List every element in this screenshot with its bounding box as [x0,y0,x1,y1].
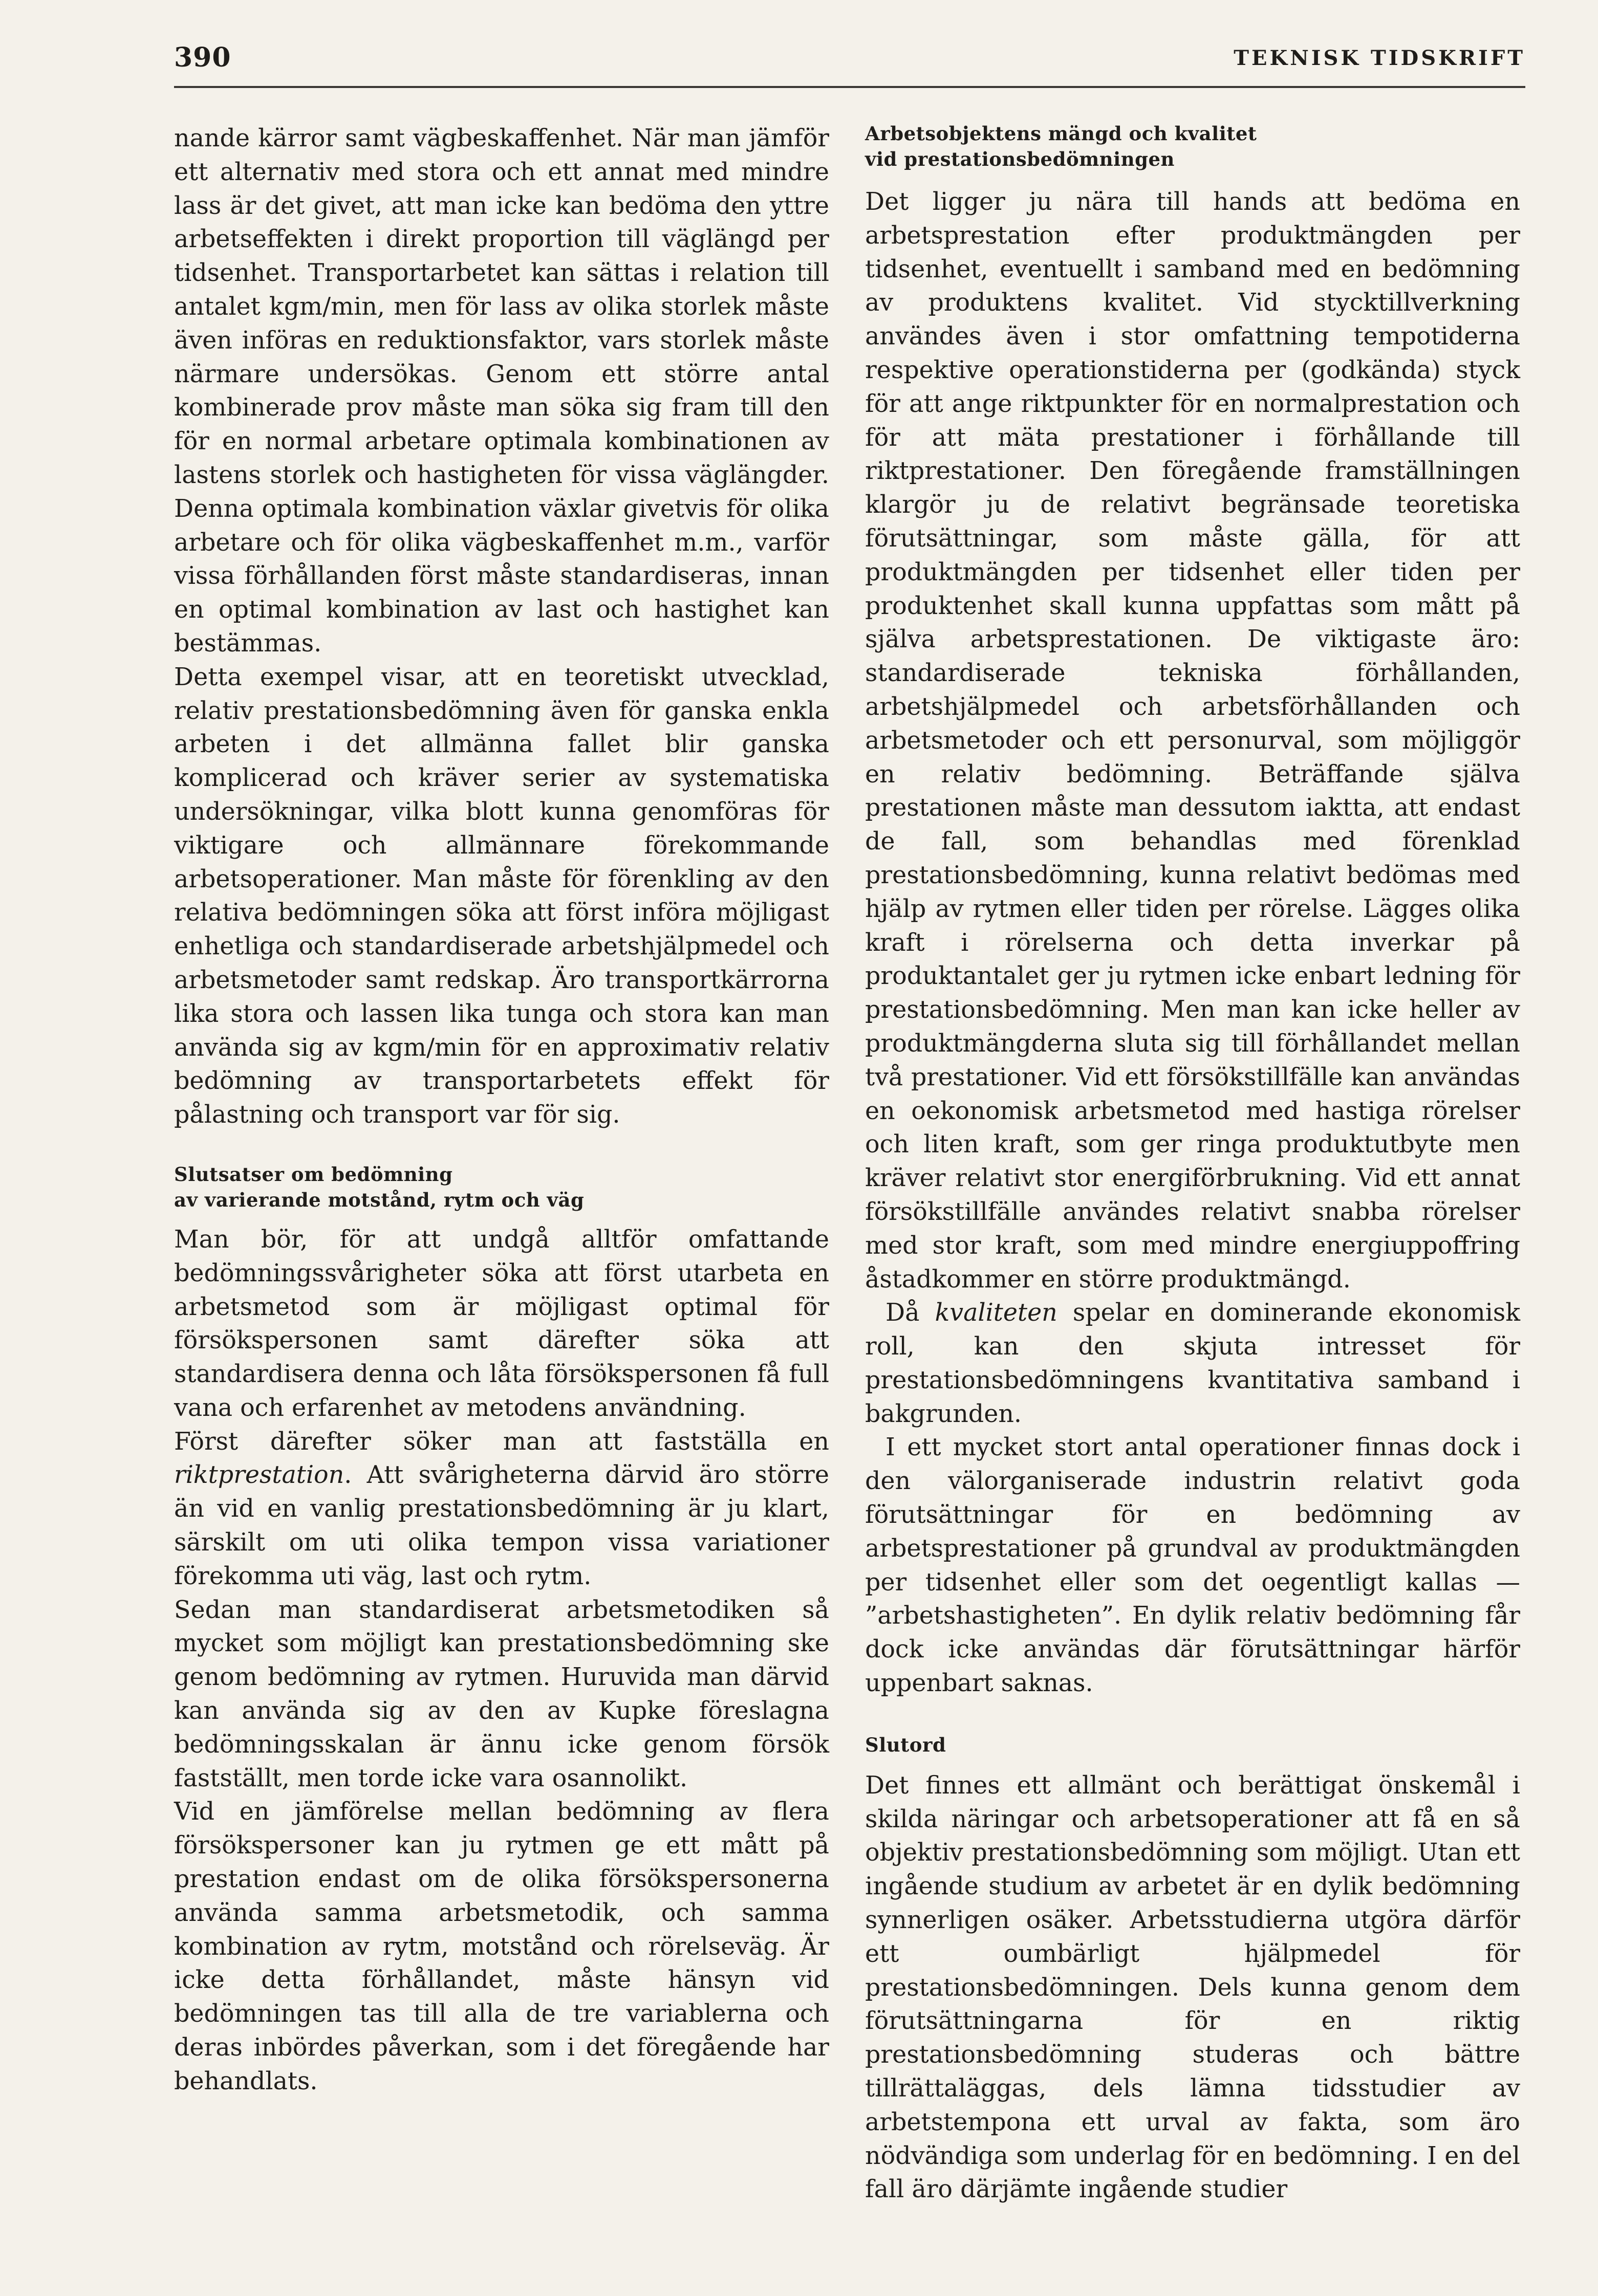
paragraph: Vid en jämförelse mellan bedömning av flera försökspersoner kan ju rytmen ge ett mått på prestation endast om de olika försökspersonerna använda samma arbetsmetodik, och samma kombination av rytm, motstånd och rörelseväg. Är icke detta förhållandet, måste hänsyn vid bedömningen tas till alla de tre variablerna och deras inbördes påverkan, som i det föregående har behandlats. [174,1798,829,2095]
paragraph-kvalitet: Då kvaliteten spelar en dominerande ekonomisk roll, kan den skjuta intresset för prestationsbedömningens kvantitativa samband i bakgrunden. [865,1299,1520,1428]
journal-title: TEKNISK TIDSKRIFT [1234,46,1525,70]
heading-line: Arbetsobjektens mängd och kvalitet [865,122,1257,145]
page-header [174,42,1525,83]
section-heading-slutord: Slutord [865,1733,946,1756]
left-column [174,122,829,2098]
paragraph: I ett mycket stort antal operationer finnas dock i den välorganiserade industrin relativt goda förutsättningar för en bedömning av arbetsprestationer på grundval av produktmängden per tidsenhet eller som det oegentligt kallas — ”arbetshastigheten”. En dylik relativ bedömning får dock icke användas där förutsättningar härför uppenbart saknas. [865,1433,1520,1698]
paragraph: Man bör, för att undgå alltför omfattande bedömningssvårigheter söka att först utarbeta en arbetsmetod som är möjligast optimal för försökspersonen samt därefter söka att standardisera denna och låta försökspersonen få full vana och erfarenhet av metodens användning. [174,1225,829,1422]
header-rule [174,86,1525,88]
italic-term: riktprestation [174,1461,344,1490]
heading-line: av varierande motstånd, rytm och väg [174,1188,585,1211]
page-number: 390 [174,42,231,73]
italic-term: kvaliteten [935,1299,1057,1327]
heading-line: Slutsatser om bedömning [174,1163,453,1186]
paragraph: Sedan man standardiserat arbetsmetodiken så mycket som möjligt kan prestationsbedömning ske genom bedömning av rytmen. Huruvida man därvid kan använda sig av den av Kupke föreslagna bedömningsskalan är ännu icke genom försök fastställt, men torde icke vara osannolikt. [174,1595,829,1792]
paragraph: Det ligger ju nära till hands att bedöma en arbetsprestation efter produktmängden per tidsenhet, eventuellt i samband med en bedömning av produktens kvalitet. Vid stycktillverkning användes även i stor omfattning tempotiderna respektive operationstiderna per (godkända) styck för att ange riktpunkter för en normalprestation och för att mäta prestationer i förhållande till riktprestationer. Den föregående framställningen klargör ju de relativt begränsade teoretiska förutsättningar, som måste gälla, för att produktmängden per tidsenhet eller tiden per produktenhet skall kunna uppfattas som mått på själva arbetsprestationen. De viktigaste äro: standardiserade tekniska förhållanden, arbetshjälpmedel och arbetsförhållanden och arbetsmetoder och ett personurval, som möjliggör en relativ bedömning. Beträffande själva prestationen måste man dessutom iaktta, att endast de fall, som behandlas med förenklad prestationsbedömning, kunna relativt bedömas med hjälp av rytmen eller tiden per rörelse. Lägges olika kraft i rörelserna och detta inverkar på produktantalet ger ju rytmen icke enbart ledning för prestationsbedömning. Men man kan icke heller av produktmängderna sluta sig till förhållandet mellan två prestationer. Vid ett försökstillfälle kan användas en oekonomisk arbetsmetod med hastiga rörelser och liten kraft, som ger ringa produktutbyte men kräver relativt stor energiförbrukning. Vid ett annat försökstillfälle användes relativt snabba rörelser med stor kraft, som med mindre energiuppoffring åstadkommer en större produktmängd. [865,188,1520,1294]
right-column [865,121,1520,2206]
section-heading-arbetsobjekt [865,121,1520,172]
paragraph: nande kärror samt vägbeskaffenhet. När man jämför ett alternativ med stora och ett annat med mindre lass är det givet, att man icke kan bedöma den yttre arbetseffekten i direkt proportion till väglängd per tidsenhet. Transportarbetet kan sättas i relation till antalet kgm/min, men för lass av olika storlek måste även införas en reduktionsfaktor, vars storlek måste närmare undersökas. Genom ett större antal kombinerade prov måste man söka sig fram till den för en normal arbetare optimala kombinationen av lastens storlek och hastigheten för vissa väglängder. Denna optimala kombination växlar givetvis för olika arbetare och för olika vägbeskaffenhet m.m., varför vissa förhållanden först måste standardiseras, innan en optimal kombination av last och hastighet kan bestämmas. [174,124,829,658]
paragraph: Det finnes ett allmänt och berättigat önskemål i skilda näringar och arbetsoperationer att få en så objektiv prestationsbedömning som möjligt. Utan ett ingående studium av arbetet är en dylik bedömning synnerligen osäker. Arbetsstudierna utgöra därför ett oumbärligt hjälpmedel för prestationsbedömningen. Dels kunna genom dem förutsättningarna för en riktig prestationsbedömning studeras och bättre tillrättaläggas, dels lämna tidsstudier av arbetstempona ett urval av fakta, som äro nödvändiga som underlag för en bedömning. I en del fall äro därjämte ingående studier [865,1771,1520,2204]
paragraph-riktprestation: Först därefter söker man att fastställa en riktprestation. Att svårigheterna därvid äro större än vid en vanlig prestationsbedömning är ju klart, särskilt om uti olika tempon vissa variationer förekomma uti väg, last och rytm. [174,1427,829,1590]
section-heading-slutsatser [174,1162,829,1213]
heading-line: vid prestationsbedömningen [865,148,1175,170]
paragraph: Detta exempel visar, att en teoretiskt utvecklad, relativ prestationsbedömning även för ganska enkla arbeten i det allmänna fallet blir ganska komplicerad och kräver serier av systematiska undersökningar, vilka blott kunna genomföras för viktigare och allmännare förekommande arbetsoperationer. Man måste för förenkling av den relativa bedömningen söka att först införa möjligast enhetliga och standardiserade arbetshjälpmedel och arbetsmetoder samt redskap. Äro transportkärrorna lika stora och lassen lika tunga och stora kan man använda sig av kgm/min för en approximativ relativ bedömning av transportarbetets effekt för pålastning och transport var för sig. [174,663,829,1129]
